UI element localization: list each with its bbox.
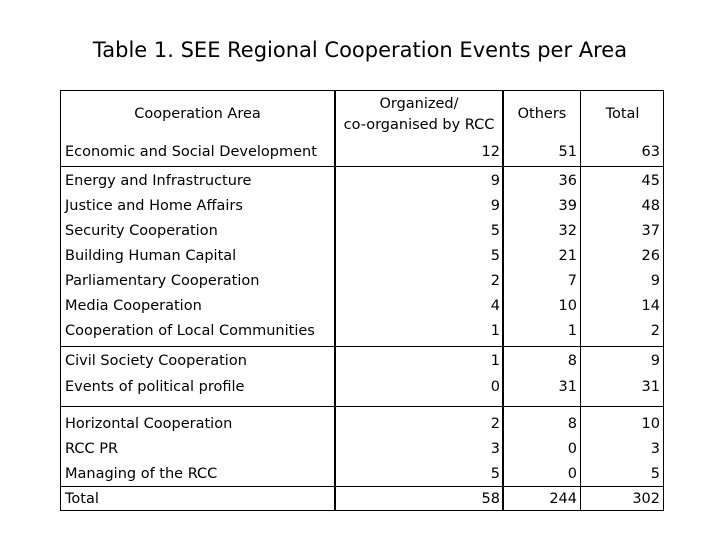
row-total: 10 [641, 416, 660, 432]
header-organized [335, 94, 503, 136]
total-row-rcc: 58 [481, 491, 500, 507]
row-total: 31 [641, 379, 660, 395]
row-area: Building Human Capital [65, 248, 237, 264]
row-others: 39 [558, 198, 577, 214]
row-area: Horizontal Cooperation [65, 416, 233, 432]
row-others: 21 [558, 248, 577, 264]
row-total: 63 [641, 144, 660, 160]
header-cooperation-area: Cooperation Area [134, 106, 261, 122]
row-others: 8 [567, 353, 577, 369]
row-area: Parliamentary Cooperation [65, 273, 260, 289]
row-others: 7 [567, 273, 577, 289]
row-total: 3 [650, 441, 660, 457]
row-rcc: 2 [490, 416, 500, 432]
row-rcc: 9 [490, 198, 500, 214]
total-row-label: Total [65, 491, 99, 507]
row-total: 37 [641, 223, 660, 239]
row-others: 8 [567, 416, 577, 432]
row-total: 45 [641, 173, 660, 189]
row-others: 10 [558, 298, 577, 314]
row-area: Energy and Infrastructure [65, 173, 252, 189]
row-others: 0 [567, 441, 577, 457]
row-others: 1 [567, 323, 577, 339]
row-rcc: 12 [481, 144, 500, 160]
row-others: 51 [558, 144, 577, 160]
table-title: Table 1. SEE Regional Cooperation Events per Area [92, 38, 628, 62]
row-total: 9 [650, 353, 660, 369]
row-area: Justice and Home Affairs [65, 198, 243, 214]
row-rcc: 2 [490, 273, 500, 289]
row-others: 31 [558, 379, 577, 395]
total-row-others: 244 [549, 491, 577, 507]
row-others: 32 [558, 223, 577, 239]
row-rcc: 5 [490, 466, 500, 482]
row-area: Security Cooperation [65, 223, 218, 239]
row-area: Managing of the RCC [65, 466, 218, 482]
row-rcc: 1 [490, 353, 500, 369]
header-organized-line1: Organized/ [379, 96, 459, 112]
header-others: Others [517, 106, 567, 122]
row-rcc: 0 [490, 379, 500, 395]
row-total: 9 [650, 273, 660, 289]
header-total: Total [605, 106, 640, 122]
row-area: Media Cooperation [65, 298, 202, 314]
row-rcc: 3 [490, 441, 500, 457]
row-rcc: 5 [490, 223, 500, 239]
row-rcc: 1 [490, 323, 500, 339]
header-organized-line2: co-organised by RCC [343, 117, 495, 133]
row-others: 36 [558, 173, 577, 189]
row-others: 0 [567, 466, 577, 482]
group-divider [60, 166, 664, 167]
total-divider [60, 486, 664, 487]
row-rcc: 5 [490, 248, 500, 264]
row-area: Cooperation of Local Communities [65, 323, 315, 339]
row-area: Economic and Social Development [65, 144, 317, 160]
row-total: 48 [641, 198, 660, 214]
row-rcc: 9 [490, 173, 500, 189]
group-divider [60, 406, 664, 407]
row-area: Civil Society Cooperation [65, 353, 247, 369]
row-area: RCC PR [65, 441, 119, 457]
total-row-total: 302 [632, 491, 660, 507]
row-total: 26 [641, 248, 660, 264]
group-divider [60, 346, 664, 347]
row-rcc: 4 [490, 298, 500, 314]
row-area: Events of political profile [65, 379, 245, 395]
row-total: 14 [641, 298, 660, 314]
row-total: 2 [650, 323, 660, 339]
row-total: 5 [650, 466, 660, 482]
